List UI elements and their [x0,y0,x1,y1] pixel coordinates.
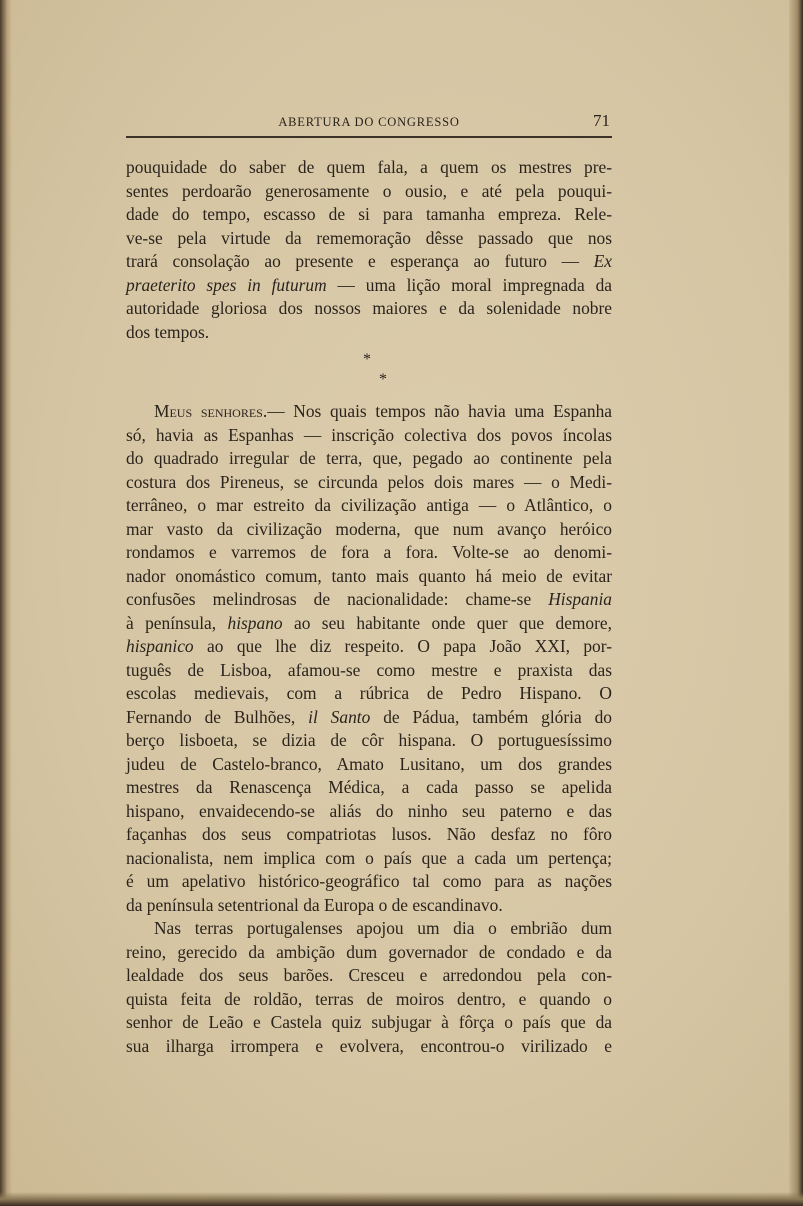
text-segment: de Pádua, também glória do [383,706,612,727]
latin-phrase-start: Ex [593,251,612,271]
running-title: ABERTURA DO CONGRESSO [278,115,460,129]
text-line [126,588,612,612]
asterism-divider [126,344,612,400]
text-line: mestres da Renascença Médica, a cada passo se apelida [126,777,612,797]
italic-word: Hispania [548,589,612,609]
paragraph-1 [126,156,612,344]
text-line [126,635,612,659]
text-segment: trará consolação ao presente e esperança ao futuro — [126,251,580,271]
latin-phrase: praeterito spes in futurum [126,274,327,295]
text-line: berço lisboeta, se dizia de côr hispana. O portuguesíssimo [126,730,612,750]
italic-word: il Santo [308,706,371,727]
text-line: costura dos Pireneus, se circunda pelos dois mares — o Medi- [126,471,612,492]
text-segment: à península, [126,612,217,633]
text-line [126,706,612,730]
text-line: nacionalista, nem implica com o país que a cada um pertença; [126,847,612,868]
italic-word: hispanico [126,636,194,656]
text-line: escolas medievais, com a rúbrica de Pedro Hispano. O [126,683,612,703]
left-page-edge [0,0,12,1206]
text-line [126,612,612,636]
running-header [126,112,612,136]
text-line: Nas terras portugalenses apojou um dia o embrião dum [154,918,612,938]
text-line: sentes perdoarão generosamente o ousio, e até pela pouqui- [126,180,612,201]
text-line: ve-se pela virtude da rememoração dêsse passado que nos [126,227,612,248]
text-segment: Fernando de Bulhões, [126,706,296,727]
text-line: sua ilharga irrompera e evolvera, encontrou-o virilizado e [126,1035,612,1056]
text-line: senhor de Leão e Castela quiz subjugar à fôrça o país que da [126,1012,612,1032]
body-text [126,156,612,1058]
right-page-edge [789,0,803,1206]
paragraph-3 [126,917,612,1058]
text-segment: confusões melindrosas de nacionalidade: chame-se [126,589,532,609]
text-line: judeu de Castelo-branco, Amato Lusitano, um dos grandes [126,753,612,774]
text-line: dade do tempo, escasso de si para tamanha empreza. Rele- [126,204,612,224]
bottom-page-edge [0,1192,803,1206]
page-number: 71 [593,111,610,130]
text-line: lealdade dos seus barões. Cresceu e arredondou pela con- [126,965,612,985]
text-line: dos tempos. [126,321,210,342]
text-line [126,400,612,424]
text-line: terrâneo, o mar estreito da civilização antiga — o Atlântico, o [126,495,612,515]
text-line: hispano, envaidecendo-se aliás do ninho seu paterno e das [126,800,612,821]
italic-word: hispano [227,612,283,633]
asterisk: * [363,351,371,368]
text-line: autoridade gloriosa dos nossos maiores e da solenidade nobre [126,298,612,318]
text-line: reino, gerecido da ambição dum governador de condado e da [126,941,612,962]
text-segment: ao que lhe diz respeito. O papa João XXI, por- [207,636,612,656]
text-line [126,274,612,298]
text-line: rondamos e varremos de fora a fora. Volte-se ao denomi- [126,542,612,562]
text-line: do quadrado irregular de terra, que, pegado ao continente pela [126,448,612,468]
paragraph-2 [126,400,612,917]
header-rule [126,136,612,138]
text-line: façanhas dos seus compatriotas lusos. Não desfaz no fôro [126,824,612,844]
text-line: quista feita de roldão, terras de moiros dentro, e quando o [126,988,612,1009]
text-line: é um apelativo histórico-geográfico tal como para as nações [126,871,612,891]
text-line: tuguês de Lisboa, afamou-se como mestre e praxista das [126,659,612,680]
text-line: da península setentrional da Europa o de escandinavo. [126,894,503,915]
text-line: só, havia as Espanhas — inscrição colectiva dos povos íncolas [126,424,612,445]
text-line: pouquidade do saber de quem fala, a quem os mestres pre- [126,157,612,177]
address-smallcaps: Meus senhores. [154,401,268,421]
text-line: mar vasto da civilização moderna, que num avanço heróico [126,518,612,539]
text-line: nador onomástico comum, tanto mais quanto há meio de evitar [126,565,612,586]
text-segment: ao seu habitante onde quer que demore, [294,612,612,633]
text-line [126,250,612,274]
text-segment: — Nos quais tempos não havia uma Espanha [267,401,612,421]
asterisk: * [379,371,387,388]
text-segment: — uma lição moral impregnada da [337,274,612,295]
